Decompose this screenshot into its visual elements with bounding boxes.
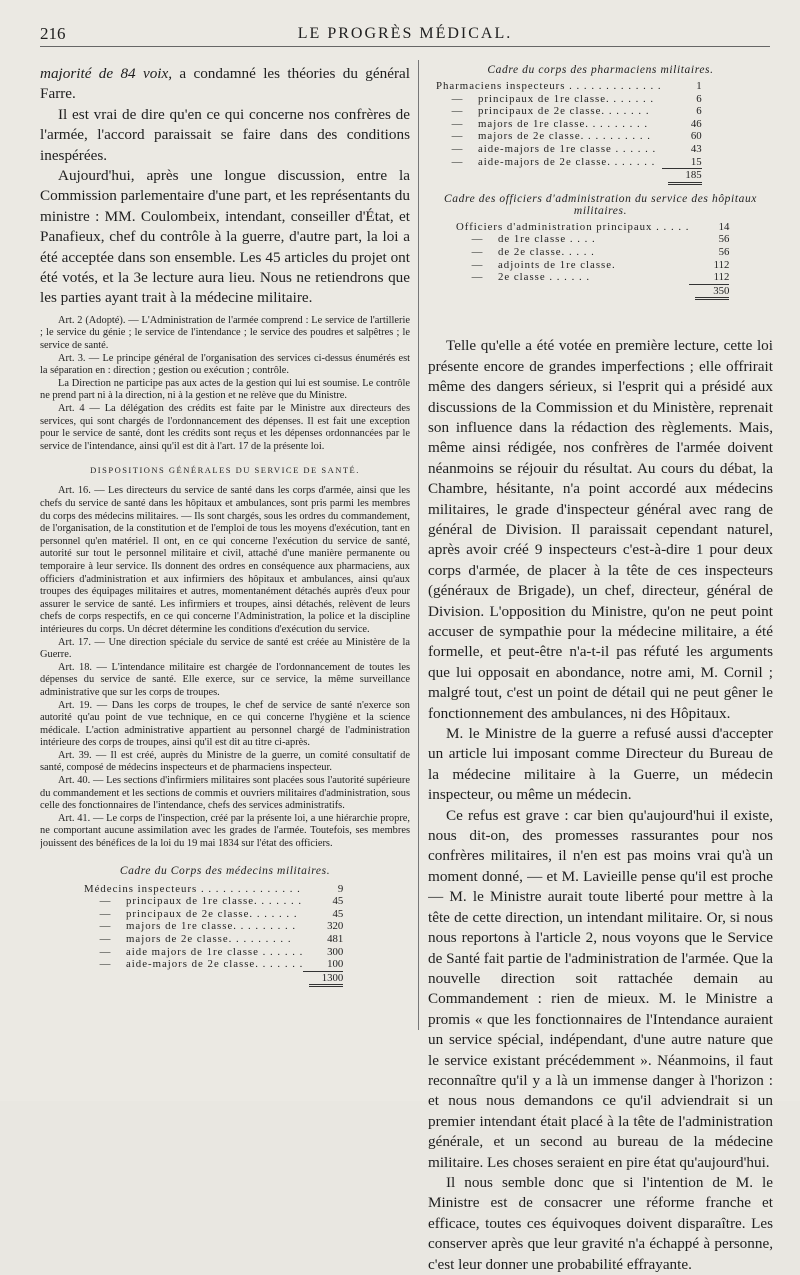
row-dash: — [471,271,483,284]
table-row [436,118,702,131]
opening-rest: a condamné les théories du général Farre. [40,65,410,103]
row-value: 56 [718,245,730,258]
table-row [456,246,729,259]
article-18: Art. 18. — L'intendance militaire est chargée de l'ordonnancement de toutes les dépenses du service de santé. Elle exerce, sur ce service, la même surveillance administrative que sur les corps de troupes. [40,661,410,698]
table-total: 1300 [303,971,343,987]
section-heading: DISPOSITIONS GÉNÉRALES DU SERVICE DE SANTÉ. [90,465,360,476]
article-19: Art. 19. — Dans les corps de troupes, le chef de service de santé n'exerce son autorité qu'au point de vue technique, en ce qui concerne l'hygiène et la science médicale. L'action administrative appartient au personnel chargé de l'administration intérieure des corps de troupes, ainsi qu'il est dit au titre ci-après. [40,699,410,749]
row-label: majors de 2e classe. . . . . . . . . [126,933,292,945]
paragraph: M. le Ministre de la guerre a refusé aussi d'accepter un article lui imposant comme Directeur du Bureau de la médecine militaire à la Guerre, un médecin inspecteur, ou même un médecin. [428,725,773,804]
row-dash: — [451,155,463,168]
row-dash: — [99,945,111,958]
table-row [84,933,343,946]
table-total: 185 [662,169,702,185]
row-dash: — [471,245,483,258]
opening-emphasis: majorité de 84 voix, [40,65,173,82]
row-label: majors de 1re classe. . . . . . . . . [478,117,649,130]
article-3: Art. 3. — Le principe général de l'organisation des services ci-dessus énumérés est la séparation en : direction ; gestion ou exécution ; contrôle. [40,352,410,377]
row-label: de 2e classe. . . . . [498,245,595,258]
row-label: aide-majors de 1re classe . . . . . . [478,142,657,155]
article-41: Art. 41. — Le corps de l'inspection, créé par la présente loi, a une hiérarchie propre, ne comportant aucune assimilation avec les grades de l'armée. Toutefois, ses membres jouissent des bénéfices de la loi du 19 mai 1834 sur l'état des officiers. [40,812,410,850]
table-total-row [436,169,702,185]
row-dash: — [99,958,111,971]
row-label: principaux de 1re classe. . . . . . . [478,92,655,105]
row-value: 9 [337,882,344,895]
row-label: 2e classe . . . . . . [498,271,591,284]
left-column [40,64,410,987]
table-total: 350 [689,284,729,300]
row-value: 46 [690,117,702,130]
row-value: 320 [327,920,344,933]
table-medecins [84,883,343,988]
article-17: Art. 17. — Une direction spéciale du service de santé est créée au Ministère de la Guerre. [40,636,410,661]
row-label: Pharmaciens inspecteurs . . . . . . . . . . . . . [436,80,662,92]
table-row [436,156,702,169]
table-row [436,143,702,156]
paragraph: Il est vrai de dire qu'en ce qui concerne nos confrères de l'armée, l'accord paraissait se faire dans des conditions inespérées. [40,105,410,164]
row-dash: — [451,130,463,143]
row-label: majors de 2e classe. . . . . . . . . . [478,130,651,143]
table-row [84,958,343,971]
row-dash: — [451,105,463,118]
row-value: 60 [690,130,702,143]
paragraph: Il nous semble donc que si l'intention de M. le Ministre est de consacrer une réforme franche et efficace, toutes ces équivoques doivent disparaître. Les conserver après que leur gravité n'a échappé à personne, c'est leur donner une probabilité effrayante. [428,1173,773,1273]
row-label: principaux de 1re classe. . . . . . . [126,895,303,908]
table-officiers-title: Cadre des officiers d'administration du service des hôpitaux militaires. [443,192,758,217]
row-label: aide-majors de 2e classe. . . . . . . [126,958,304,971]
paragraph: Telle qu'elle a été votée en première lecture, cette loi présente encore de grandes imperfections ; elle offrirait même des dangers sérieux, si l'esprit qui a présidé aux discussions de la Commission et du Ministère, reprenait son influence dans la rédaction des règlements. Mais, même ainsi rédigée, nos confrères de l'armée doivent néanmoins se réjouir du résultat. Au cours du débat, la Chambre, hésitante, n'a point accordé aux médecins militaires, le grade d'inspecteur général avec rang de général de Division. Il paraissait cependant naturel, après avoir créé 9 inspecteurs c'est-à-dire 1 pour deux corps d'armée, de placer à la tête de ces inspecteurs (généraux de Brigade), un chef, directeur, général de Division. L'opposition du Ministre, qu'on ne peut point accuser de sympathie pour la médecine militaire, a été formelle, et peut-être n'a-t-il pas réfuté les arguments que lui opposait en abondance, notre ami, M. Cornil ; malgré tout, c'est un point de détail qui ne peut gêner le fonctionnement des ambulances, ni des Hôpitaux. [428,337,773,722]
row-dash: — [451,117,463,130]
row-value: 43 [690,142,702,155]
row-label: principaux de 2e classe. . . . . . . [478,105,650,118]
row-dash: — [99,895,111,908]
table-row [84,895,343,908]
row-value: 56 [718,233,730,246]
column-rule [418,60,419,1030]
paragraph: Ce refus est grave : car bien qu'aujourd'hui il existe, nous dit-on, des promesses rassurantes pour nos confrères militaires, il n'en est pas moins vrai qu'à un moment donné, — et M. Lavieille pense qu'il est proche — M. le Ministre aurait toute liberté pour mettre à la tête de cette direction, un intendant militaire. Or, si nous nous reportons à l'article 2, nous voyons que le Service de Santé fait partie de l'administration de l'armée. Que la nouvelle direction soit rattachée demain au Commandement : rien de mieux. M. le Ministre a promis « que les fonctionnaires de l'Intendance auraient un service spécial, indépendant, d'une autre nature que le service existant précédemment ». Néanmoins, il faut reconnaître qu'il y a là un immense danger à l'horizon : et nous nous demandons ce qu'il adviendrait si un premier intendant était placé à la tête de l'administration générale, et un second au bureau de la médecine militaire. Les choses seraient en pire état qu'aujourd'hui. [428,806,773,1171]
row-value: 45 [332,895,344,908]
right-column [428,64,773,1275]
article-2: Art. 2 (Adopté). — L'Administration de l'armée comprend : Le service de l'artillerie ; le service du génie ; le service de l'intendance ; le service des poudres et salpêtres ; le service de santé. [40,314,410,352]
article-16: Art. 16. — Les directeurs du service de santé dans les corps d'armée, ainsi que les chefs du service de santé dans les hôpitaux et ambulances, sont pris parmi les membres du corps des médecins militaires. — Ils sont chargés, sous les ordres du commandement, de l'organisation, de la constitution et de l'emploi de tous les moyens d'exécution, tant en personnel qu'en matériel. Il ont, en ce qui concerne l'exécution du service de santé, autorité sur tout le personnel militaire et civil, attaché d'une manière permanente ou temporaire à leur service. Ils donnent des ordres en conséquence aux pharmaciens, aux officiers d'administration et aux infirmiers des hôpitaux et ambulances, ainsi qu'aux troupes des équipages militaires et autres, momentanément détachés auprès d'eux pour assurer le service de santé. Les infirmiers et troupes, ainsi détachés, relèvent de leurs chefs de corps respectifs, en ce qui concerne l'Administration, la police et la discipline intérieures du corps. Un décret détermine les conditions d'exécution du service. [40,485,410,635]
article-3-direction: La Direction ne participe pas aux actes de la gestion qui lui est soumise. Le contrôle ne prend part ni à la direction, ni à la gestion et ne relève que du Ministre. [40,377,410,402]
row-label: Médecins inspecteurs . . . . . . . . . . . . . . [84,882,301,895]
page-header [40,24,770,47]
article-39: Art. 39. — Il est créé, auprès du Ministre de la guerre, un comité consultatif de santé, composé de médecins inspecteurs et de pharmaciens inspecteur. [40,749,410,774]
page-number: 216 [40,24,66,43]
table-medecins-title: Cadre du Corps des médecins militaires. [119,864,331,877]
table-row [456,259,729,272]
row-label: principaux de 2e classe. . . . . . . [126,907,298,920]
table-row [84,883,343,896]
row-label: Officiers d'administration principaux . . . . . [456,220,690,233]
table-row [456,221,729,234]
table-total-row [456,284,729,300]
row-label: adjoints de 1re classe. [498,258,616,271]
row-dash: — [451,142,463,155]
paragraph: Aujourd'hui, après une longue discussion, entre la Commission parlementaire d'une part, et les représentants du ministre : MM. Coulombeix, intendant, conseiller d'État, et Panafieux, chef du contrôle à la guerre, d'autre part, la loi a été acceptée dans son ensemble. Les 45 articles du projet ont été votés, et la 3e lecture aura lieu. Nous ne retiendrons que les parties ayant trait à la médecine militaire. [40,167,410,307]
opening-paragraph [40,64,410,105]
row-value: 14 [718,220,730,233]
table-row [84,908,343,921]
row-label: aide-majors de 2e classe. . . . . . . [478,155,656,168]
table-row [436,130,702,143]
table-row [84,946,343,959]
row-value: 112 [713,258,730,271]
table-row [84,920,343,933]
row-label: majors de 1re classe. . . . . . . . . [126,920,297,933]
table-row [456,233,729,246]
table-pharmaciens-title: Cadre du corps des pharmaciens militaires. [487,64,714,76]
row-dash: — [471,233,483,246]
table-row [436,80,702,93]
row-value: 6 [696,105,702,118]
row-dash: — [99,920,111,933]
row-value: 15 [690,155,702,168]
row-label: de 1re classe . . . . [498,233,596,246]
row-value: 6 [696,92,702,105]
row-dash: — [471,258,483,271]
table-row [456,271,729,284]
table-row [436,93,702,106]
article-40: Art. 40. — Les sections d'infirmiers militaires sont placées sous l'autorité supérieure du commandement et les sections de commis et ouvriers militaires d'administration, sous celle des fonctionnaires de l'intendance, chefs des services administratifs. [40,775,410,812]
table-pharmaciens [436,80,702,185]
row-value: 300 [327,945,344,958]
row-value: 1 [696,80,702,92]
row-dash: — [451,92,463,105]
table-officiers [456,221,729,301]
article-4: Art. 4 — La délégation des crédits est faite par le Ministre aux directeurs des services, qui sont chargés de l'ordonnancement des dépenses. Il est fait une exception pour le service de santé, dont les crédits sont reçus et les dépenses ordonnancées par le service de l'intendance, ainsi qu'il est dit à l'art. 17 de la présente loi. [40,403,410,452]
row-value: 112 [713,271,730,284]
row-dash: — [99,907,111,920]
running-title: LE PROGRÈS MÉDICAL. [297,25,513,42]
row-dash: — [99,933,111,945]
table-total-row [84,971,343,987]
table-row [436,105,702,118]
row-label: aide majors de 1re classe . . . . . . [126,945,304,958]
row-value: 100 [327,958,344,971]
row-value: 481 [327,933,344,945]
row-value: 45 [332,907,344,920]
